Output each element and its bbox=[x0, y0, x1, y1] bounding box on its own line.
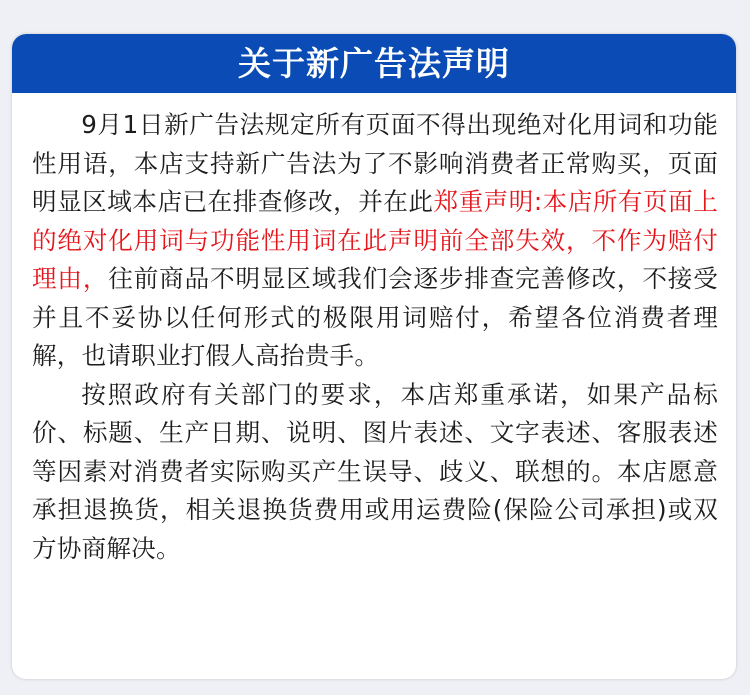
paragraph-1-text-after: 往前商品不明显区域我们会逐步排查完善修改，不接受并且不妥协以任何形式的极限用词赔付，希望各位消费者理解，也请职业打假人高抬贵手。 bbox=[32, 264, 718, 370]
statement-card bbox=[12, 34, 736, 679]
paragraph-1-highlight: 郑重声明:本店所有页面上的绝对化用词与功能性用词在此声明前全部失效，不作为赔付理由， bbox=[32, 187, 719, 293]
page-title: 关于新广告法声明 bbox=[238, 44, 510, 83]
paragraph-2: 按照政府有关部门的要求，本店郑重承诺，如果产品标价、标题、生产日期、说明、图片表述、文字表述、客服表述等因素对消费者实际购买产生误导、歧义、联想的。本店愿意承担退换货，相关退换货费用或用运费险(保险公司承担)或双方协商解决。 bbox=[32, 379, 718, 563]
paragraph-1-text: 9月1日新广告法规定所有页面不得出现绝对化用词和功能性用语，本店支持新广告法为了不影响消费者正常购买，页面明显区域本店已在排查修改，并在此 bbox=[32, 110, 718, 216]
paragraph-1 bbox=[32, 106, 718, 376]
statement-content bbox=[12, 93, 736, 568]
card-header bbox=[12, 34, 736, 93]
